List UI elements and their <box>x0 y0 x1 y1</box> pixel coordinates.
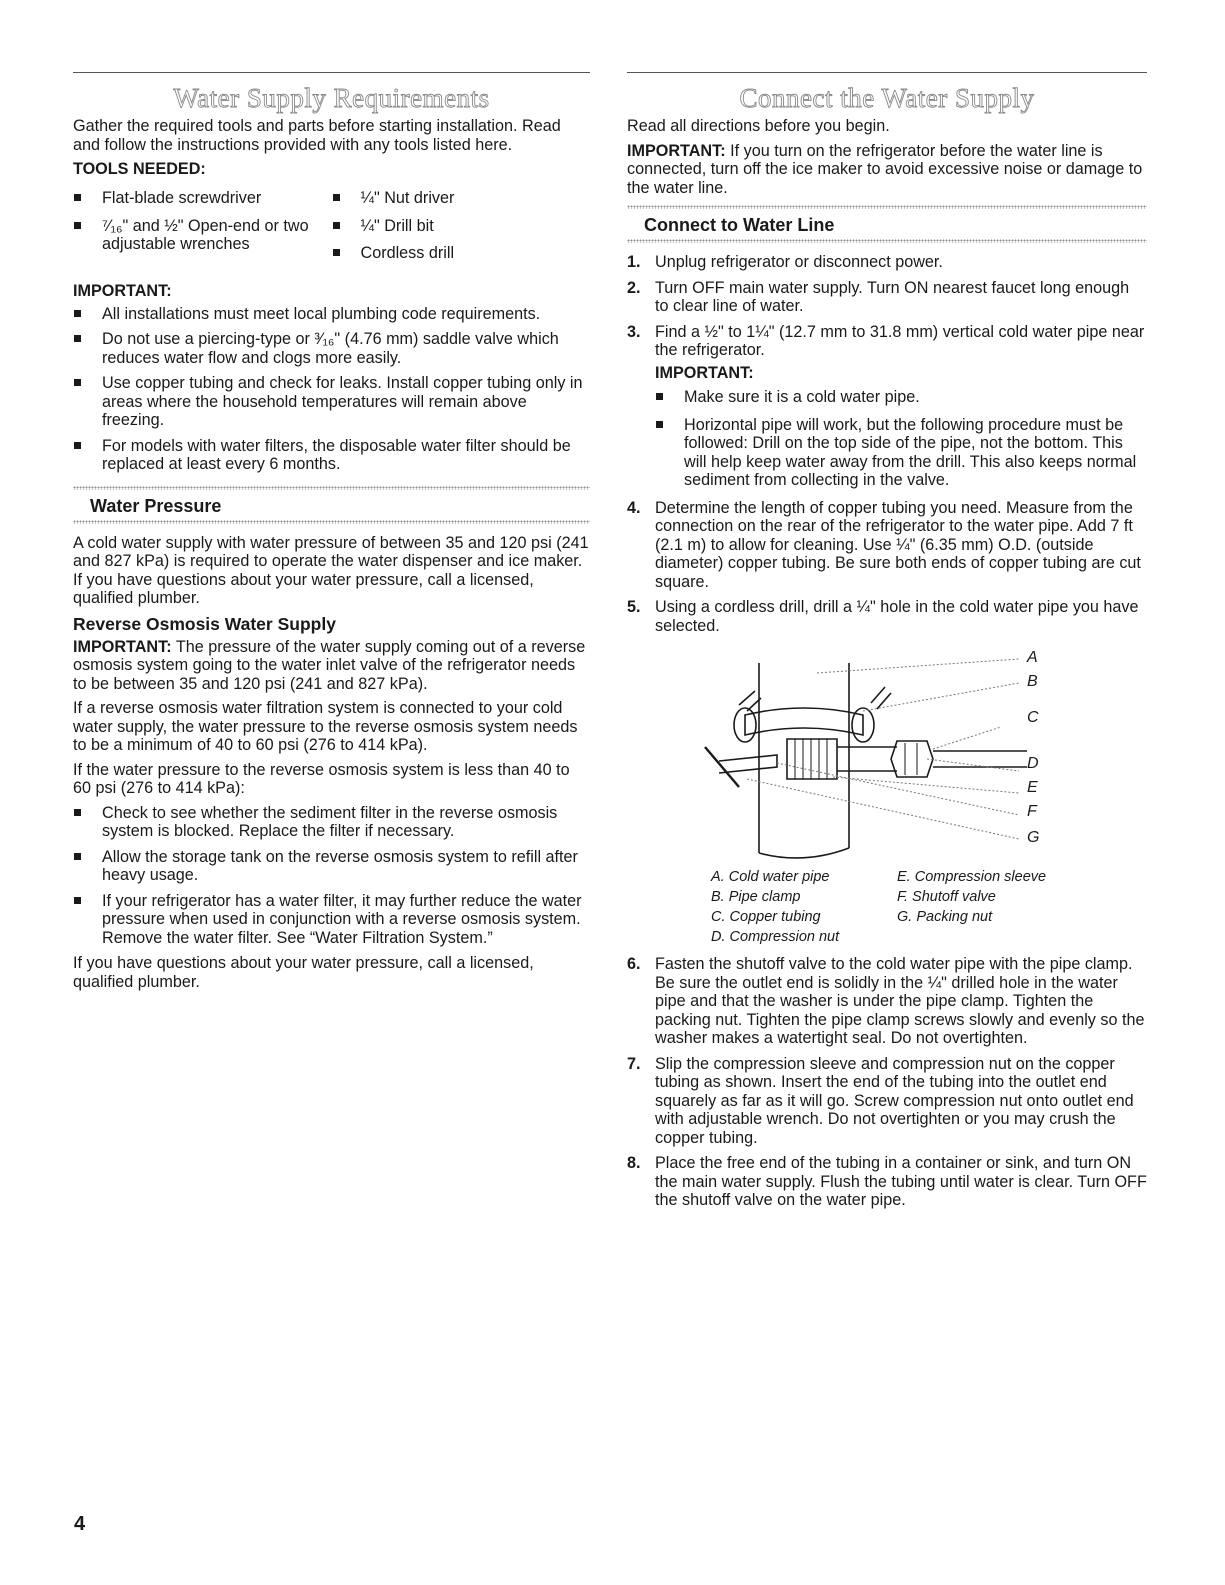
list-item: Make sure it is a cold water pipe. <box>655 388 1147 407</box>
legend-column-1 <box>711 867 897 947</box>
tools-heading: TOOLS NEEDED: <box>73 160 206 178</box>
important-list <box>73 305 590 474</box>
tools-column-1 <box>73 189 332 272</box>
bullet-icon <box>74 310 81 317</box>
cold-water-pipe <box>759 663 849 853</box>
list-item: Use copper tubing and check for leaks. Install copper tubing only in areas where the household temperatures will remain above freezing. <box>73 374 590 430</box>
bullet-icon <box>74 335 81 342</box>
pressure-text: A cold water supply with water pressure of between 35 and 120 psi (241 and 827 kPa) is required to operate the water dispenser and ice maker. If you have questions about your water pressure, call a licensed, qualified plumber. <box>73 533 589 607</box>
subsection-title: Connect to Water Line <box>644 215 835 235</box>
legend-item: B. Pipe clamp <box>711 889 801 905</box>
bullet-icon <box>74 442 81 449</box>
steps-list-continued <box>627 955 1147 1210</box>
legend-item: C. Copper tubing <box>711 909 821 925</box>
list-item: ¼" Nut driver <box>332 189 591 208</box>
copper-tubing <box>837 747 897 771</box>
section-title: Connect the Water Supply <box>739 83 1035 113</box>
page-number: 4 <box>74 1513 86 1535</box>
bullet-icon <box>333 249 340 256</box>
ro-paragraph-2: If a reverse osmosis water filtration system is connected to your cold water supply, the water pressure to the reverse osmosis system needs to be a minimum of 40 to 60 psi (276 to 414 kPa). <box>73 699 578 754</box>
list-item: If your refrigerator has a water filter, it may further reduce the water pressure when used in conjunction with a reverse osmosis system. Remove the water filter. See “Water Filtration System.” <box>73 892 590 948</box>
step-item: 7. Slip the compression sleeve and compression nut on the copper tubing as shown. Insert the end of the tubing into the outlet end squarely as far as it will go. Screw compression nut onto outlet end with adjustable wrench. Do not overtighten or you may crush the copper tubing. <box>627 1054 1134 1147</box>
section-title: Water Supply Requirements <box>173 83 490 113</box>
right-column <box>627 72 1147 1217</box>
label-d: D <box>1027 755 1039 772</box>
label-e: E <box>1027 779 1038 796</box>
bullet-icon <box>74 897 81 904</box>
bullet-icon <box>74 853 81 860</box>
bullet-icon <box>74 379 81 386</box>
bullet-icon <box>333 194 340 201</box>
top-rule <box>627 72 1147 73</box>
top-rule <box>73 72 590 73</box>
water-pressure-header <box>73 486 590 524</box>
bullet-icon <box>74 809 81 816</box>
list-item: Do not use a piercing-type or ³⁄₁₆" (4.76 mm) saddle valve which reduces water flow and clogs more easily. <box>73 330 590 367</box>
step-item: 3. Find a ½" to 1¼" (12.7 mm to 31.8 mm) vertical cold water pipe near the refrigerator. IMPORTANT: Make sure it is a cold water pipe. Horizontal pipe will work, but the following procedure must be followed: Drill on the top side of the pipe, not the bottom. This will help keep water away from the drill. This also keeps normal sediment from collecting in the valve. <box>627 323 1147 490</box>
valve-diagram <box>627 643 1147 861</box>
ro-paragraph-3: If the water pressure to the reverse osmosis system is less than 40 to 60 psi (276 to 414 kPa): <box>73 760 570 797</box>
bullet-icon <box>74 222 81 229</box>
subsection-title: Water Pressure <box>90 495 222 516</box>
step-item: 2. Turn OFF main water supply. Turn ON nearest faucet long enough to clear line of water. <box>627 278 1130 315</box>
list-item: Horizontal pipe will work, but the following procedure must be followed: Drill on the top side of the pipe, not the bottom. This will help keep water away from the drill. This also keeps normal sediment from collecting in the valve. <box>655 416 1147 490</box>
list-item: Cordless drill <box>332 244 591 263</box>
step-item: 5. Using a cordless drill, drill a ¼" hole in the cold water pipe you have selected. <box>627 598 1139 635</box>
ro-paragraph-4: If you have questions about your water pressure, call a licensed, qualified plumber. <box>73 954 534 991</box>
legend-item: D. Compression nut <box>711 929 840 945</box>
step-important-list <box>655 388 1147 490</box>
valve-illustration <box>627 643 1147 861</box>
important-heading: IMPORTANT: <box>73 281 172 300</box>
tools-column-2 <box>332 189 591 272</box>
step-important-heading: IMPORTANT: <box>655 363 754 382</box>
step-item: 4. Determine the length of copper tubing you need. Measure from the connection on the rear of the refrigerator to the water pipe. Add 7 ft (2.1 m) to allow for cleaning. Use ¼" (6.35 mm) O.D. (outside diameter) copper tubing. Be sure both ends of copper tubing are cut square. <box>627 498 1141 591</box>
list-item: All installations must meet local plumbing code requirements. <box>73 305 590 324</box>
step-item: 1. Unplug refrigerator or disconnect power. <box>627 253 943 271</box>
step-item: 8. Place the free end of the tubing in a container or sink, and turn ON the main water supply. Flush the tubing until water is clear. Turn OFF the shutoff valve on the water pipe. <box>627 1154 1147 1209</box>
list-item: ⁷⁄₁₆" and ½" Open-end or two adjustable wrenches <box>73 217 332 254</box>
pipe-clamp <box>745 708 863 735</box>
bullet-icon <box>656 393 663 400</box>
dotted-rule <box>627 239 1147 243</box>
label-a: A <box>1027 649 1038 666</box>
bullet-icon <box>74 194 81 201</box>
steps-list <box>627 253 1147 635</box>
list-item: Flat-blade screwdriver <box>73 189 332 208</box>
bullet-icon <box>656 421 663 428</box>
important-text: IMPORTANT: If you turn on the refrigerator before the water line is connected, turn off the ice maker to avoid excessive noise or damage to the water line. <box>627 141 1143 197</box>
label-c: C <box>1027 709 1039 726</box>
bullet-icon <box>333 222 340 229</box>
step-item: 6. Fasten the shutoff valve to the cold water pipe with the pipe clamp. Be sure the outlet end is solidly in the ¼" drilled hole in the water pipe and that the washer is under the pipe clamp. Tighten the packing nut. Tighten the pipe clamp screws slowly and evenly so the washer makes a watertight seal. Do not overtighten. <box>627 955 1145 1047</box>
compression-nut <box>891 741 933 777</box>
dotted-rule <box>73 520 590 524</box>
intro-text: Gather the required tools and parts before starting installation. Read and follow the instructions provided with any tools listed here. <box>73 117 561 154</box>
list-item: Allow the storage tank on the reverse osmosis system to refill after heavy usage. <box>73 848 590 885</box>
label-g: G <box>1027 829 1040 846</box>
label-f: F <box>1027 803 1037 820</box>
list-item: ¼" Drill bit <box>332 217 591 236</box>
left-column <box>73 72 590 997</box>
list-item: For models with water filters, the disposable water filter should be replaced at least every 6 months. <box>73 437 590 474</box>
list-item: Check to see whether the sediment filter in the reverse osmosis system is blocked. Replace the filter if necessary. <box>73 804 590 841</box>
ro-important-text: IMPORTANT: The pressure of the water supply coming out of a reverse osmosis system going to the water inlet valve of the refrigerator needs to be between 35 and 120 psi (241 and 827 kPa). <box>73 637 586 693</box>
figure-legend <box>711 867 1147 947</box>
legend-item: F. Shutoff valve <box>897 889 996 905</box>
label-b: B <box>1027 673 1038 690</box>
legend-item: A. Cold water pipe <box>711 869 830 885</box>
ro-heading: Reverse Osmosis Water Supply <box>73 613 336 634</box>
water-line-header <box>627 205 1147 243</box>
intro-text: Read all directions before you begin. <box>627 117 890 135</box>
legend-item: G. Packing nut <box>897 909 993 925</box>
legend-column-2 <box>897 867 1083 947</box>
tools-list <box>73 189 590 272</box>
ro-list <box>73 804 590 948</box>
legend-item: E. Compression sleeve <box>897 869 1047 885</box>
